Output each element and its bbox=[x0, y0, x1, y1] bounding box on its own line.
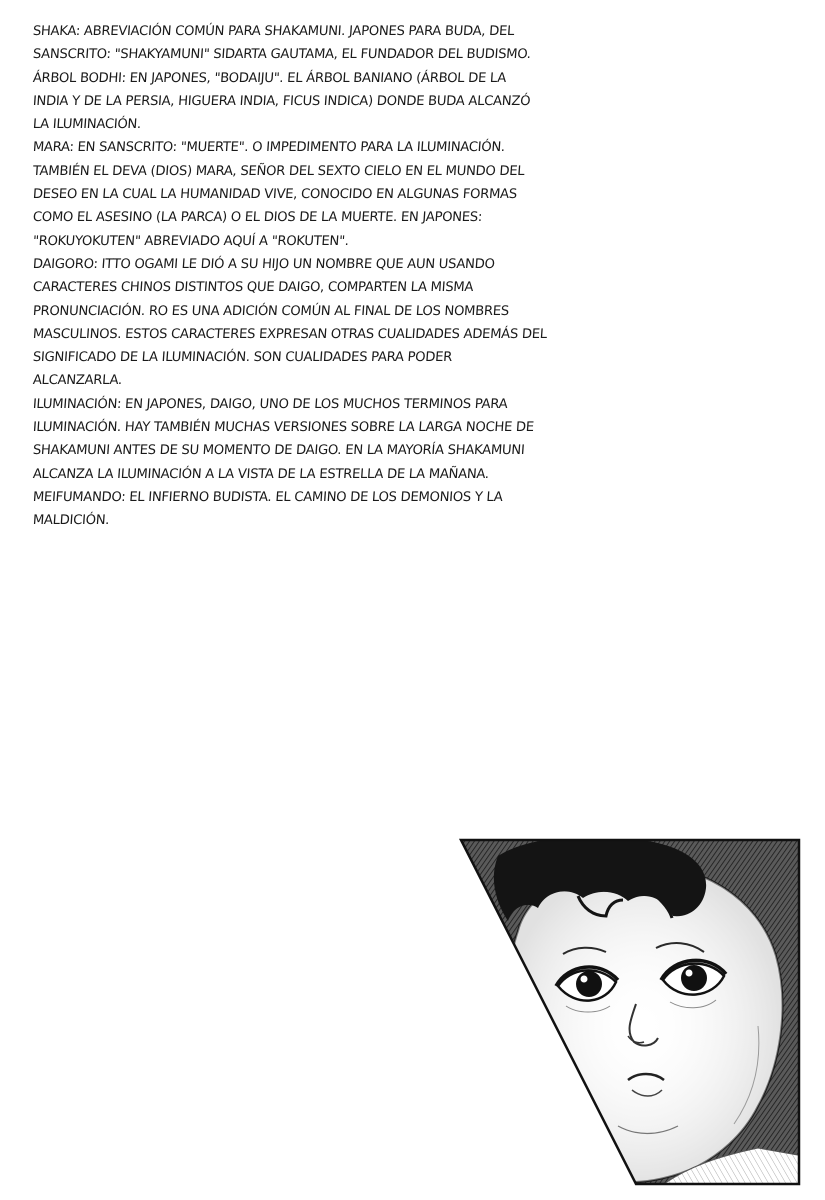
glossary-line: ILUMINACIÓN: EN JAPONES, DAIGO, UNO DE LOS MUCHOS TERMINOS PARA bbox=[32, 396, 508, 412]
glossary-line: COMO EL ASESINO (LA PARCA) O EL DIOS DE LA MUERTE. EN JAPONES: bbox=[32, 210, 483, 226]
glossary-line: ALCANZA LA ILUMINACIÓN A LA VISTA DE LA ESTRELLA DE LA MAÑANA. bbox=[32, 466, 490, 482]
glossary-notes bbox=[32, 20, 592, 533]
glossary-line: ALCANZARLA. bbox=[32, 373, 123, 389]
glossary-line: ILUMINACIÓN. HAY TAMBIÉN MUCHAS VERSIONES SOBRE LA LARGA NOCHE DE bbox=[32, 420, 535, 436]
glossary-line: MEIFUMANDO: EL INFIERNO BUDISTA. EL CAMINO DE LOS DEMONIOS Y LA bbox=[32, 489, 504, 505]
glossary-line: SHAKA: ABREVIACIÓN COMÚN PARA SHAKAMUNI. JAPONES PARA BUDA, DEL bbox=[32, 24, 515, 39]
glossary-line: DESEO EN LA CUAL LA HUMANIDAD VIVE, CONOCIDO EN ALGUNAS FORMAS bbox=[32, 187, 518, 203]
glossary-line: SIGNIFICADO DE LA ILUMINACIÓN. SON CUALIDADES PARA PODER bbox=[32, 350, 453, 366]
glossary-line: SHAKAMUNI ANTES DE SU MOMENTO DE DAIGO. EN LA MAYORÍA SHAKAMUNI bbox=[32, 443, 525, 459]
glossary-line: ÁRBOL BODHI: EN JAPONES, "BODAIJU". EL ÁRBOL BANIANO (ÁRBOL DE LA bbox=[32, 70, 507, 86]
glossary-line: TAMBIÉN EL DEVA (DIOS) MARA, SEÑOR DEL SEXTO CIELO EN EL MUNDO DEL bbox=[32, 163, 525, 179]
glossary-line: DAIGORO: ITTO OGAMI LE DIÓ A SU HIJO UN NOMBRE QUE AUN USANDO bbox=[32, 256, 496, 272]
glossary-line: LA ILUMINACIÓN. bbox=[32, 117, 142, 133]
glossary-line: PRONUNCIACIÓN. RO ES UNA ADICIÓN COMÚN AL FINAL DE LOS NOMBRES bbox=[32, 303, 510, 319]
child-face-illustration bbox=[458, 836, 803, 1188]
glossary-line: MASCULINOS. ESTOS CARACTERES EXPRESAN OTRAS CUALIDADES ADEMÁS DEL bbox=[32, 326, 548, 342]
glossary-line: "ROKUYOKUTEN" ABREVIADO AQUÍ A "ROKUTEN". bbox=[32, 233, 350, 249]
glossary-line: INDIA Y DE LA PERSIA, HIGUERA INDIA, FICUS INDICA) DONDE BUDA ALCANZÓ bbox=[32, 93, 531, 109]
glossary-line: MALDICIÓN. bbox=[32, 513, 110, 529]
glossary-line: SANSCRITO: "SHAKYAMUNI" SIDARTA GAUTAMA, EL FUNDADOR DEL BUDISMO. bbox=[32, 47, 532, 63]
glossary-line: MARA: EN SANSCRITO: "MUERTE". O IMPEDIMENTO PARA LA ILUMINACIÓN. bbox=[32, 140, 506, 156]
illustration-svg bbox=[458, 836, 803, 1188]
glossary-line: CARACTERES CHINOS DISTINTOS QUE DAIGO, COMPARTEN LA MISMA bbox=[32, 280, 474, 296]
